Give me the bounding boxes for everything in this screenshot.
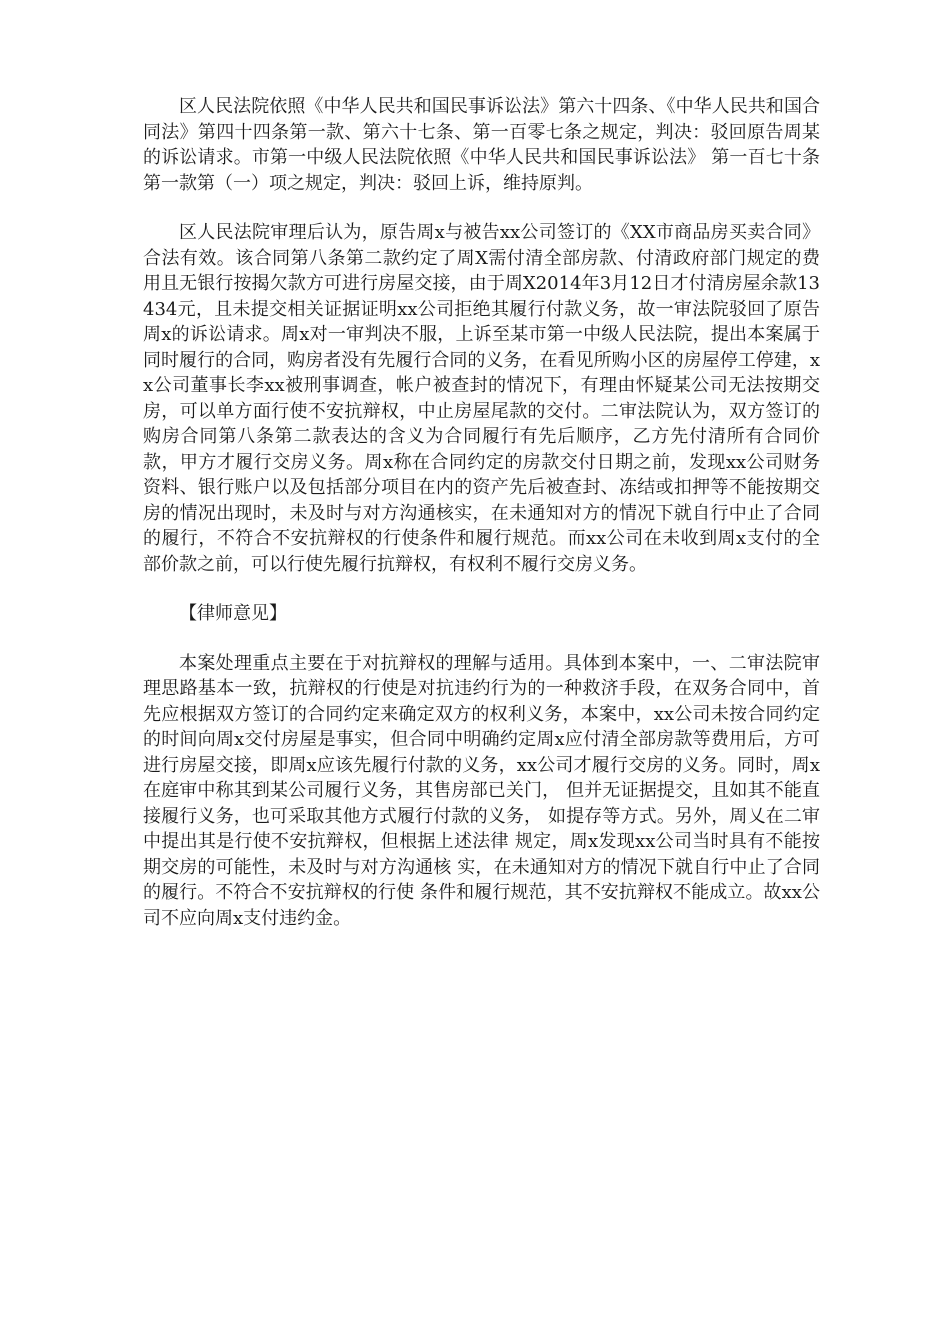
lawyer-opinion-heading: 【律师意见】 bbox=[179, 603, 287, 624]
lawyer-opinion-paragraph: 本案处理重点主要在于对抗辩权的理解与适用。具体到本案中，一、二审法院审理思路基本一致，抗辩权的行使是对抗违约行为的一种救济手段，在双务合同中，首先应根据双方签订的合同约定来确定双方的权利义务，本案中，xx公司未按合同约定的时间向周x交付房屋是事实，但合同中明确约定周x应付清全部房款等费用后，方可进行房屋交接，即周x应该先履行付款的义务，xx公司才履行交房的义务。同时，周x在庭审中称其到某公司履行义务，其售房部已关门， 但并无证据提交，且如其不能直接履行义务，也可采取其他方式履行付款的义务， 如提存等方式。另外，周乂在二审中提出其是行使不安抗辩权，但根据上述法律 规定，周x发现xx公司当时具有不能按期交房的可能性，未及时与对方沟通核 实，在未通知对方的情况下就自行中止了合同的履行。不符合不安抗辩权的行使 条件和履行规范，其不安抗辩权不能成立。故xx公司不应向周x支付违约金。 bbox=[143, 652, 820, 929]
judgment-paragraph: 区人民法院依照《中华人民共和国民事诉讼法》第六十四条、《中华人民共和国合同法》第四十四条第一款、第六十七条、第一百零七条之规定，判决：驳回原告周某的诉讼请求。市第一中级人民法院依照《中华人民共和国民事诉讼法》 第一百七十条第一款第（一）项之规定，判决：驳回上诉，维持原判。 bbox=[143, 96, 820, 194]
court-reasoning-paragraph: 区人民法院审理后认为，原告周x与被告xx公司签订的《XX市商品房买卖合同》合法有效。该合同第八条第二款约定了周X需付清全部房款、付清政府部门规定的费用且无银行按揭欠款方可进行房屋交接，由于周X2014年3月12日才付清房屋余款13434元，且未提交相关证据证明xx公司拒绝其履行付款义务，故一审法院驳回了原告周x的诉讼请求。周x对一审判决不服，上诉至某市第一中级人民法院，提出本案属于同时履行的合同，购房者没有先履行合同的义务，在看见所购小区的房屋停工停建，xx公司董事长李xx被刑事调查，帐户被查封的情况下，有理由怀疑某公司无法按期交房，可以单方面行使不安抗辩权，中止房屋尾款的交付。二审法院认为，双方签订的购房合同第八条第二款表达的含义为合同履行有先后顺序，乙方先付清所有合同价款，甲方才履行交房义务。周x称在合同约定的房款交付日期之前，发现xx公司财务资料、银行账户以及包括部分项目在内的资产先后被查封、冻结或扣押等不能按期交房的情况出现时，未及时与对方沟通核实，在未通知对方的情况下就自行中止了合同的履行，不符合不安抗辩权的行使条件和履行规范。而xx公司在未收到周x支付的全部价款之前，可以行使先履行抗辩权，有权利不履行交房义务。 bbox=[143, 222, 820, 575]
document-body bbox=[143, 94, 820, 931]
